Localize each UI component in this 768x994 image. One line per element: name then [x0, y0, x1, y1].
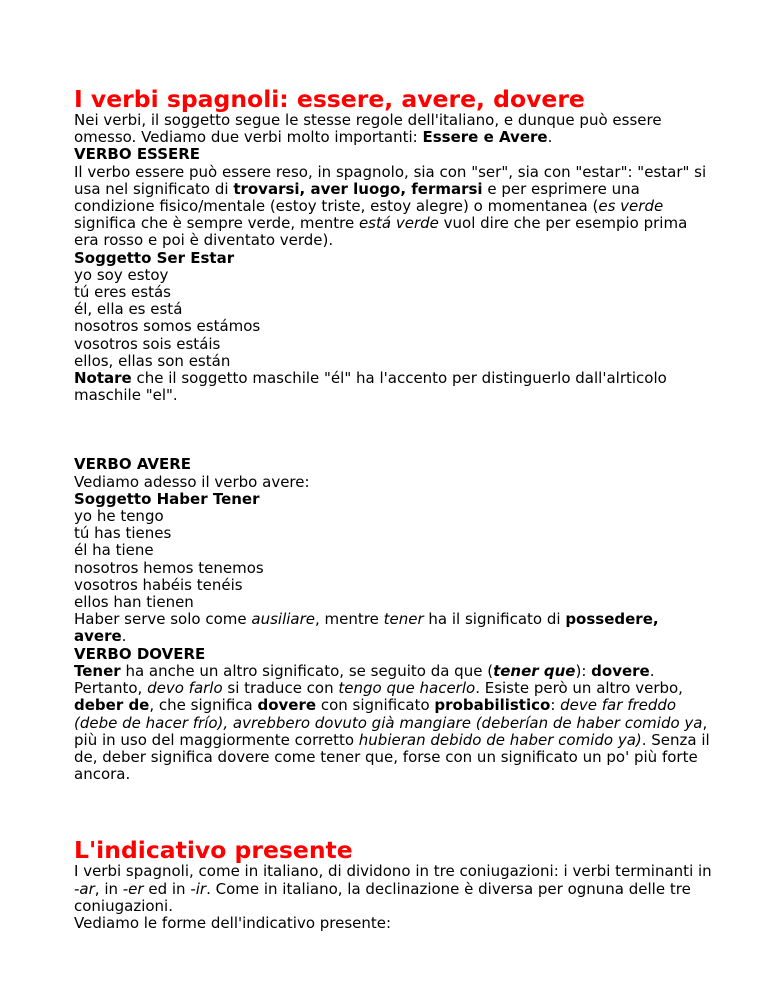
dovere-text-7: con significato: [316, 696, 435, 715]
indicativo-text-4: . Come in italiano, la declinazione è diversa per ognuna delle tre coniugazioni.: [74, 879, 691, 915]
avere-heading: [74, 456, 714, 473]
intro-paragraph: [74, 112, 714, 146]
dovere-tener: Tener: [74, 661, 121, 680]
intro-end: .: [547, 128, 553, 147]
dovere-bold-2: dovere: [257, 696, 317, 715]
haber-bold: possedere, avere: [74, 610, 659, 646]
indicativo-ir: -ir: [190, 879, 207, 898]
dovere-bold-1: dovere: [591, 661, 650, 680]
essere-heading: [74, 146, 714, 163]
dovere-deve-far: deve far freddo (debe de hacer frío), avrebbero dovuto già mangiare (deberían de haber comido ya: [74, 696, 703, 732]
indicativo-paragraph: [74, 863, 714, 915]
haber-text-1: Haber serve solo come: [74, 610, 252, 629]
dovere-text-2: ):: [575, 661, 592, 680]
haber-paragraph: [74, 611, 714, 645]
essere-table-header-text: Soggetto Ser Estar: [74, 248, 235, 267]
conjugation-row: ellos, ellas son están: [74, 351, 231, 370]
indicativo-er: -er: [122, 879, 144, 898]
conjugation-row: tú eres estás: [74, 283, 171, 302]
conjugation-row: yo he tengo: [74, 507, 164, 526]
dovere-text-1: ha anche un altro significato, se seguito da que (: [120, 661, 494, 680]
haber-text-3: ha il significato di: [423, 610, 566, 629]
dovere-hubieran: hubieran debido de haber comido ya): [358, 730, 642, 749]
essere-conjugation-list: [74, 267, 714, 370]
essere-text-2: e per esprimere una condizione fisico/mentale (estoy triste, estoy alegre) o momentanea (: [74, 179, 640, 216]
dovere-tengo-que: tengo que hacerlo: [338, 679, 476, 698]
avere-heading-text: VERBO AVERE: [74, 455, 192, 474]
indicativo-ar: -ar: [74, 879, 95, 898]
essere-heading-text: VERBO ESSERE: [74, 145, 201, 164]
avere-table-header-text: Soggetto Haber Tener: [74, 489, 260, 508]
dovere-probabilistico: probabilistico: [434, 696, 551, 715]
essere-table-header: [74, 250, 714, 267]
conjugation-row: vosotros habéis tenéis: [74, 575, 243, 594]
avere-intro: Vediamo adesso il verbo avere:: [74, 472, 310, 491]
essere-italic-1: es verde: [598, 197, 664, 216]
conjugation-row: ellos han tienen: [74, 593, 194, 612]
conjugation-row: él ha tiene: [74, 541, 154, 560]
conjugation-row: él, ella es está: [74, 300, 183, 319]
indicativo-forms-intro: Vediamo le forme dell'indicativo presente:: [74, 913, 392, 932]
intro-bold: Essere e Avere: [422, 128, 548, 147]
haber-text-4: .: [121, 627, 127, 646]
dovere-paragraph: [74, 663, 714, 783]
conjugation-row: nosotros somos estámos: [74, 317, 261, 336]
note-paragraph: [74, 370, 714, 404]
avere-table-header: [74, 491, 714, 508]
section-title-verbi: I verbi spagnoli: essere, avere, dovere: [74, 85, 585, 113]
document-content: [74, 86, 714, 932]
dovere-text-6: , che significa: [149, 696, 258, 715]
indicativo-text-1: I verbi spagnoli, come in italiano, di dividono in tre coniugazioni: i verbi terminanti in: [74, 862, 712, 881]
conjugation-row: yo soy estoy: [74, 265, 169, 284]
dovere-deber-de: deber de: [74, 696, 150, 715]
section-title-indicativo: L'indicativo presente: [74, 836, 353, 865]
essere-paragraph: [74, 164, 714, 250]
dovere-text-8: :: [550, 696, 561, 715]
note-bold: Notare: [74, 369, 132, 388]
essere-text-3: significa che è sempre verde, mentre: [74, 214, 359, 233]
note-text: che il soggetto maschile "él" ha l'accento per distinguerlo dall'alrticolo maschile "el".: [74, 369, 667, 405]
essere-text-1: Il verbo essere può essere reso, in spagnolo, sia con "ser", sia con "estar": "estar" si usa nel significato di: [74, 162, 707, 198]
essere-text-4: vuol dire che per esempio prima era rosso e poi è diventato verde).: [74, 214, 688, 250]
avere-conjugation-list: [74, 508, 714, 611]
dovere-tener-que: tener que: [493, 661, 576, 680]
dovere-text-4: si traduce con: [222, 679, 339, 698]
dovere-text-9: , più in uso del maggiormente corretto: [74, 713, 708, 749]
intro-text: Nei verbi, il soggetto segue le stesse regole dell'italiano, e dunque può essere omesso. Vediamo due verbi molto importanti:: [74, 111, 662, 147]
essere-bold: trovarsi, aver luogo, fermarsi: [233, 179, 483, 198]
haber-italic-2: tener: [383, 610, 424, 629]
conjugation-row: tú has tienes: [74, 524, 172, 543]
haber-italic-1: ausiliare: [251, 610, 315, 629]
spacer: [74, 404, 714, 456]
indicativo-text-3: ed in: [143, 879, 191, 898]
haber-text-2: , mentre: [315, 610, 384, 629]
dovere-text-10: . Senza il de, deber significa dovere come tener que, forse con un significato un po' più forte ancora.: [74, 730, 710, 784]
conjugation-row: nosotros hemos tenemos: [74, 558, 264, 577]
dovere-devo-farlo: devo farlo: [147, 679, 223, 698]
essere-italic-2: está verde: [358, 214, 439, 233]
conjugation-row: vosotros sois estáis: [74, 334, 221, 353]
indicativo-text-2: , in: [94, 879, 123, 898]
dovere-text-3: . Pertanto,: [74, 661, 655, 698]
dovere-heading-text: VERBO DOVERE: [74, 644, 206, 663]
dovere-heading: [74, 646, 714, 663]
dovere-text-5: . Esiste però un altro verbo,: [475, 679, 683, 698]
